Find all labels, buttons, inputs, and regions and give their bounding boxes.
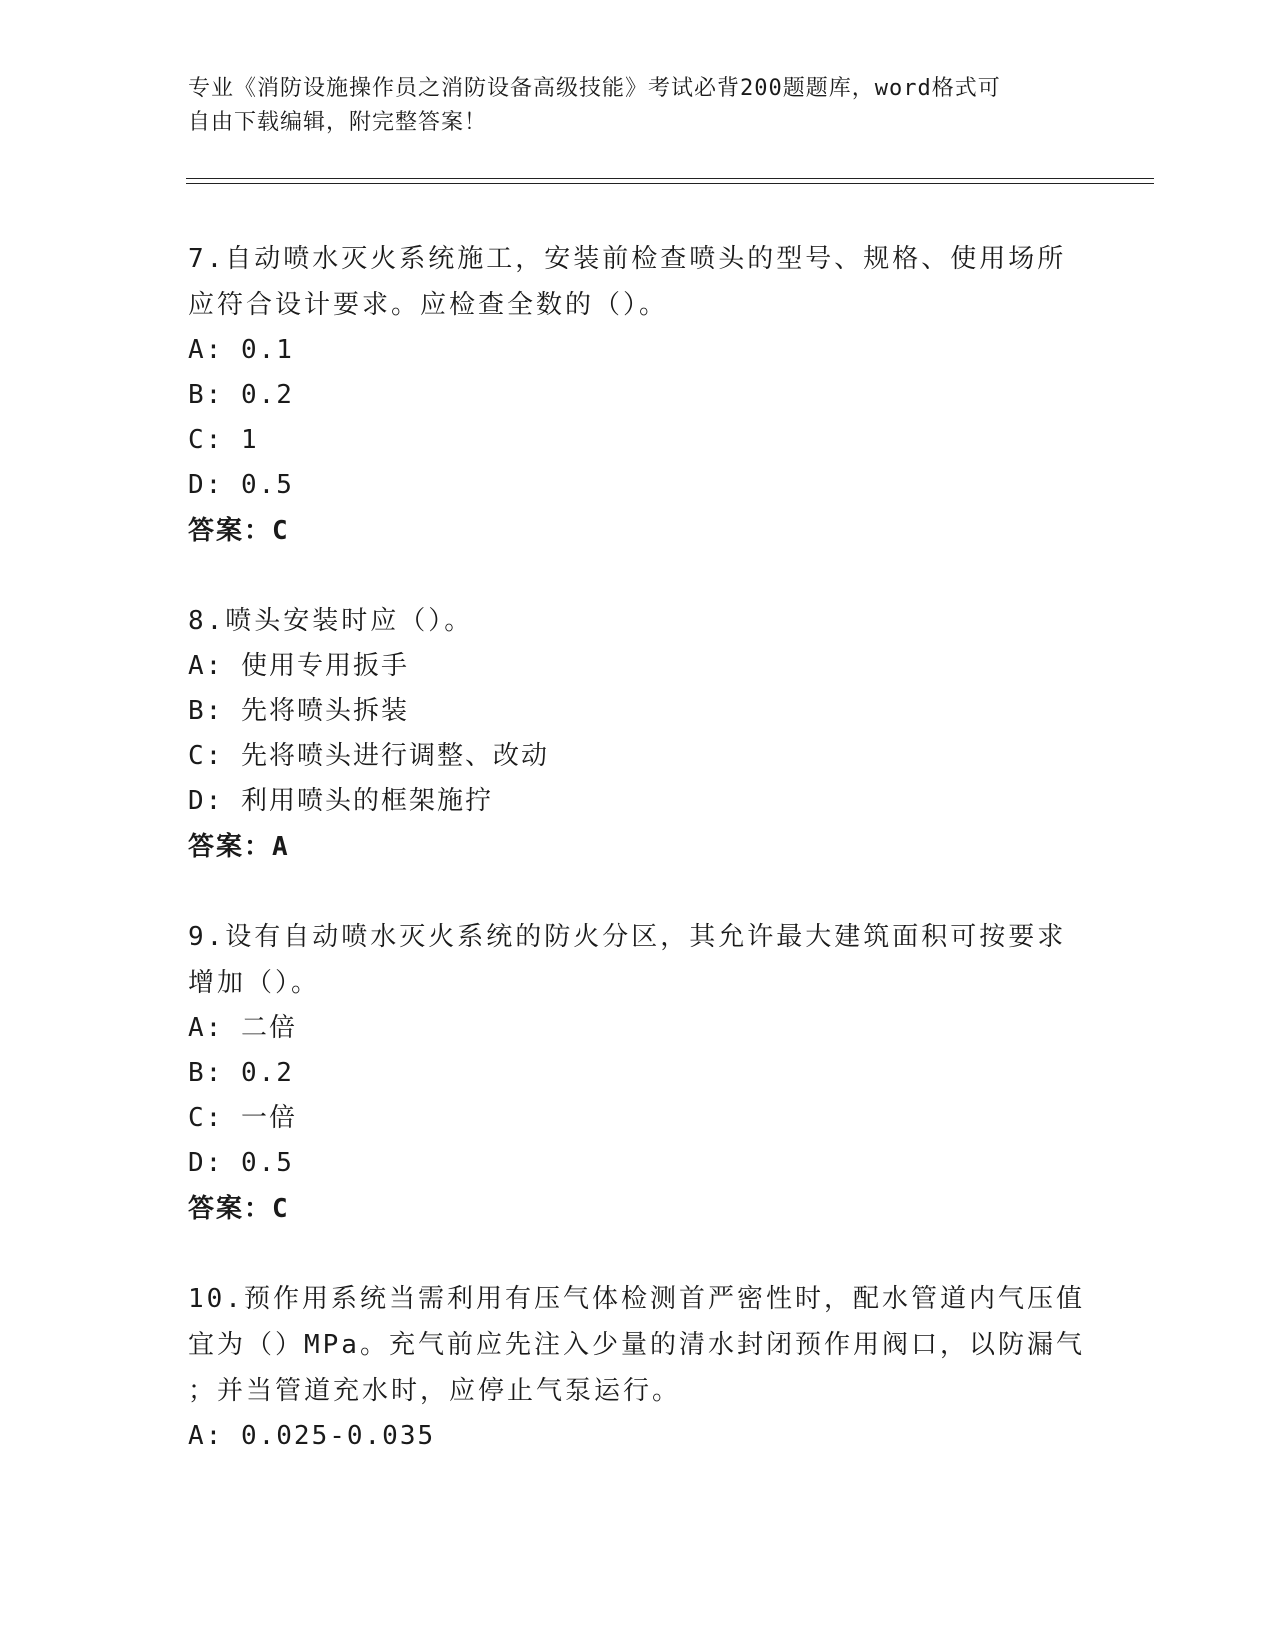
option-b: B: 0.2 (188, 380, 294, 410)
header-divider-top (186, 178, 1154, 179)
option-b: B: 先将喷头拆装 (188, 696, 409, 726)
option-a: A: 二倍 (188, 1013, 297, 1043)
stem-line: ；并当管道充水时，应停止气泵运行。 (188, 1376, 682, 1406)
question-stem (188, 914, 1088, 1006)
answer: 答案：C (188, 1194, 290, 1224)
option-d: D: 利用喷头的框架施拧 (188, 786, 493, 816)
question-list (188, 236, 1088, 1503)
option-d: D: 0.5 (188, 1148, 294, 1178)
stem-line: 9.设有自动喷水灭火系统的防火分区，其允许最大建筑面积可按要求 (188, 922, 1067, 952)
question-9 (188, 914, 1088, 1232)
stem-line: 宜为（）MPa。充气前应先注入少量的清水封闭预作用阀口，以防漏气 (188, 1330, 1085, 1360)
stem-line: 7.自动喷水灭火系统施工，安装前检查喷头的型号、规格、使用场所 (188, 244, 1067, 274)
question-10 (188, 1276, 1088, 1459)
option-c: C: 1 (188, 425, 259, 455)
question-stem (188, 236, 1088, 328)
question-7 (188, 236, 1088, 554)
option-d: D: 0.5 (188, 470, 294, 500)
option-b: B: 0.2 (188, 1058, 294, 1088)
option-c: C: 先将喷头进行调整、改动 (188, 741, 549, 771)
option-a: A: 0.025-0.035 (188, 1421, 436, 1451)
question-8 (188, 598, 1088, 870)
stem-line: 增加（）。 (188, 968, 321, 998)
question-stem (188, 1276, 1088, 1414)
header-divider-bottom (186, 183, 1154, 184)
stem-line: 8.喷头安装时应（）。 (188, 606, 474, 636)
question-stem (188, 598, 1088, 644)
document-header (188, 72, 1068, 140)
header-line-2: 自由下载编辑，附完整答案！ (188, 110, 488, 135)
option-a: A: 0.1 (188, 335, 294, 365)
option-a: A: 使用专用扳手 (188, 651, 409, 681)
option-c: C: 一倍 (188, 1103, 297, 1133)
stem-line: 应符合设计要求。应检查全数的（）。 (188, 290, 669, 320)
header-line-1: 专业《消防设施操作员之消防设备高级技能》考试必背200题题库，word格式可 (188, 76, 1001, 101)
answer: 答案：C (188, 516, 290, 546)
answer: 答案：A (188, 832, 290, 862)
stem-line: 10.预作用系统当需利用有压气体检测首严密性时，配水管道内气压值 (188, 1284, 1085, 1314)
